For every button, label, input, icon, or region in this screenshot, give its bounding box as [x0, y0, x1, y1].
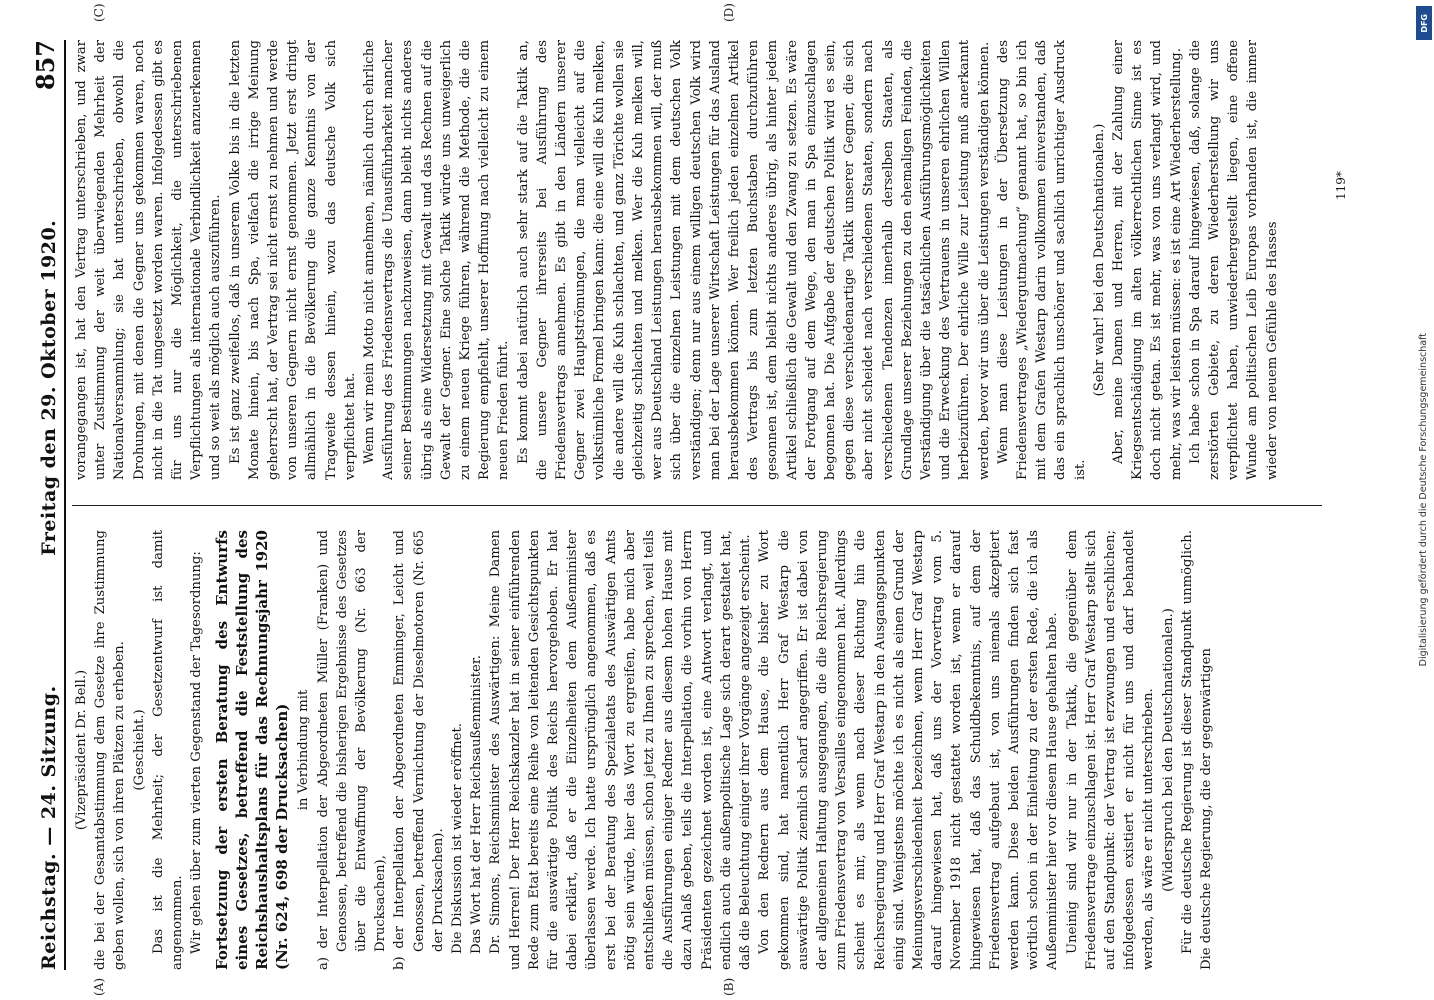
signature-mark: 119* [1334, 171, 1348, 200]
agenda-title: Fortsetzung der ersten Beratung des Entwurfs eines Gesetzes, betreffend die Feststellung des Reichshaushaltsplans für das Rechnungsjahr 1920 (Nr. 624, 698 der Drucksachen) [213, 530, 292, 970]
speech-paragraph: Wenn man diese Leistungen in der Übersetzung des Friedensvertrages „Wiedergutmachung“ genannt hat, so bin ich mit dem Grafen Westarp darin vollkommen einverstanden, daß das ein sprachlich unschöner und sachlich unrichtiger Ausdruck ist. [995, 40, 1088, 480]
head-date: Freitag den 29. Oktober 1920. [38, 219, 60, 556]
running-head [16, 40, 66, 970]
digitization-note [1416, 0, 1430, 1000]
speech-paragraph: Es kommt dabei natürlich auch sehr stark auf die Taktik an, die unsere Gegner ihrerseits bei Ausführung des Friedensvertrags annehmen. Es gibt in den Ländern unserer Gegner zwei Hauptströmungen, die man vielleicht auf die volkstümliche Formel bringen kann: die eine will die Kuh melken, die andere will die Kuh schlachten, und ganz Törichte wollen sie gleichzeitig schlachten und melken. Wer die Kuh melken will, wer aus Deutschland Leistungen herausbekommen will, der muß sich über die einzelnen Leistungen mit dem deutschen Volk verständigen; denn nur aus einem willigen deutschen Volk wird man bei der Lage unserer Wirtschaft Leistungen für das Ausland herausbekommen können. Wer freilich jeden einzelnen Artikel des Vertrags bis zum letzten Buchstaben durchzuführen gesonnen ist, dem bleibt nichts anderes übrig, als hinter jedem Artikel schließlich die Gewalt und den Zwang zu setzen. Es wäre der Fortgang auf dem Wege, den man in Spa einzuschlagen begonnen hat. Die Aufgabe der deutschen Politik wird es sein, gegen diese verschiedenartige Taktik unserer Gegner, die sich aber nicht scheidet nach verschiedenen Staaten, sondern nach verschiedenen Tendenzen innerhalb derselben Staaten, als Grundlage unserer Beziehungen zu den ehemaligen Feinden, die Verständigung über die tatsächlichen Ausführungsmöglichkeiten und die Erweckung des Vertrauens in unseren ehrlichen Willen herbeizuführen. Der ehrliche Wille zur Leistung muß anerkannt werden, bevor wir uns über die Leistungen verständigen können. [515, 40, 992, 480]
paragraph: Die Diskussion ist wieder eröffnet. [450, 723, 466, 954]
speech-paragraph: Von den Rednern aus dem Hause, die bisher zu Wort gekommen sind, hat namentlich Herr Graf Westarp die auswärtige Politik ziemlich scharf angegriffen. Er ist dabei von der allgemeinen Haltung ausgegangen, die die Reichsregierung zum Friedensvertrag von Versailles eingenommen hat. Allerdings scheint es mir, als wenn nach dieser Richtung hin die Reichsregierung und Herr Graf Westarp in den Ausgangspunkten einig sind. Wenigstens möchte ich es nicht als einen Grund der Meinungsverschiedenheit bezeichnen, wenn Herr Graf Westarp darauf hingewiesen hat, daß uns der Vorvertrag vom 5. November 1918 nicht gestattet worden ist, wenn er darauf hingewiesen hat, daß das Schuldbekenntnis, auf dem der Friedensvertrag aufgebaut ist, von uns niemals akzeptiert werden kann. Diese beiden Ausführungen finden sich fast wörtlich schon in der Einleitung zu der ersten Rede, die ich als Außenminister hier vor diesem Hause gehalten habe. [757, 530, 1061, 970]
margin-mark-a: (A) [92, 977, 106, 996]
speech-paragraph: Aber, meine Damen und Herren, mit der Zahlung einer Kriegsentschädigung im alten völkerrechtlichen Sinne ist es doch nicht getan. Es ist mehr, was von uns verlangt wird, und mehr, was wir leisten müssen: es ist eine Art Wiederherstellung. [1110, 40, 1184, 480]
stage-direction: (Geschieht.) [131, 709, 147, 791]
speech-paragraph: Für die deutsche Regierung ist dieser Standpunkt unmöglich. Die deutsche Regierung, die der gegenwärtigen [1179, 530, 1214, 970]
paragraph: Wir gehen über zum vierten Gegenstand der Tagesordnung: [189, 551, 205, 954]
speech-paragraph: Uneinig sind wir nur in der Taktik, die gegenüber dem Friedensvertrage einzuschlagen ist. Herr Graf Westarp stellt sich auf den Standpunkt: der Vertrag ist erzwungen und erschlichen; infolgedessen existiert er nicht für uns und darf behandelt werden, als wäre er nicht unterschrieben. [1064, 530, 1157, 970]
right-column [72, 40, 1332, 480]
agenda-item-b: b) der Interpellation der Abgeordneten Emminger, Leicht und Genossen, betreffend Vernichtung der Dieselmotoren (Nr. 665 der Drucksachen). [392, 530, 446, 970]
speech-paragraph: Dr. Simons, Reichsminister des Auswärtigen: Meine Damen und Herren! Der Herr Reichskanzler hat in seiner einführenden Rede zum Etat bereits eine Reihe von leitenden Gesichtspunkten für die auswärtige Politik des Reichs hervorgehoben. Er hat dabei erklärt, daß er die Einzelheiten dem Außenminister überlassen werde. Ich hatte ursprünglich angenommen, daß es erst bei der Beratung des Spezialetats des Auswärtigen Amts nötig sein würde, hier das Wort zu ergreifen, habe mich aber entschließen müssen, schon jetzt zu Ihnen zu sprechen, weil teils die Ausführungen einiger Redner aus diesem hohen Hause mit dazu Anlaß geben, teils die Interpellation, die vorhin von Herrn Präsidenten gezeichnet worden ist, eine Antwort verlangt, und endlich auch die außenpolitische Lage sich derart gestaltet hat, daß die Beleuchtung einiger ihrer Vorgänge angezeigt erscheint. [488, 530, 754, 970]
margin-mark-d: (D) [722, 3, 736, 22]
page-number: 857 [31, 40, 60, 91]
interjection: (Sehr wahr! bei den Deutschnationalen.) [1091, 123, 1107, 397]
margin-mark-b: (B) [722, 977, 736, 996]
digitization-note-text: Digitalisierung gefördert durch die Deutsche Forschungsgemeinschaft [1417, 333, 1429, 667]
speech-paragraph: Wenn wir mein Motto nicht annehmen, nämlich durch ehrliche Ausführung des Friedensvertrags die Unausführbarkeit mancher seiner Bestimmungen nachzuweisen, dann bleibt nichts anderes übrig als eine Widersetzung mit Gewalt und das Rechnen auf die Gewalt der Gegner. Eine solche Taktik würde uns unweigerlich zu einem neuen Kriege führen, während die Methode, die die Regierung empfiehlt, unserer Hoffnung nach vielleicht zu einem neuen Frieden führt. [362, 40, 512, 480]
margin-mark-c: (C) [92, 3, 106, 22]
agenda-connection: in Verbindung mit [296, 689, 312, 811]
agenda-item-a: a) der Interpellation der Abgeordneten Müller (Franken) und Genossen, betreffend die bisherigen Ergebnisse des Gesetzes über die Entwaffnung der Bevölkerung (Nr. 663 der Drucksachen), [315, 530, 389, 970]
paragraph: die bei der Gesamtabstimmung dem Gesetze ihre Zustimmung geben wollen, sich von ihren Plätzen zu erheben. [93, 530, 128, 970]
head-left: Reichstag. — 24. Sitzung. [38, 685, 60, 970]
column-divider [72, 505, 1322, 506]
paragraph: Das Wort hat der Herr Reichsaußenminister. [469, 655, 485, 954]
paragraph: Das ist die Mehrheit; der Gesetzentwurf ist damit angenommen. [150, 530, 186, 970]
speaker-note: (Vizepräsident Dr. Bell.) [74, 669, 89, 831]
speech-paragraph: vorangegangen ist, hat den Vertrag unterschrieben, und zwar unter Zustimmung der weit überwiegenden Mehrheit der Nationalversammlung; sie hat unterschrieben, obwohl die Drohungen, mit denen die Gegner uns gekommen waren, noch nicht in die Tat umgesetzt worden waren. Infolgedessen gibt es für uns nur die Möglichkeit, die unterschriebenen Verpflichtungen als internationale Verbindlichkeit anzuerkennen und so weit als möglich auch auszuführen. [74, 40, 224, 480]
dfg-logo-text: DFG [1419, 13, 1429, 33]
interjection: (Widerspruch bei den Deutschnationalen.) [1160, 608, 1176, 892]
speech-paragraph: Es ist ganz zweifellos, daß in unserem Volke bis in die letzten Monate hinein, bis nach Spa, vielfach die irrige Meinung geherrscht hat, der Vertrag sei nicht ernst zu nehmen und werde von unseren Gegnern nicht ernst genommen. Jetzt erst dringt allmählich in die Bevölkerung die ganze Kenntnis von der Tragweite dessen hinein, wozu das deutsche Volk sich verpflichtet hat. [227, 40, 358, 480]
speech-paragraph: Ich habe schon in Spa darauf hingewiesen, daß, solange die zerstörten Gebiete, zu deren Wiederherstellung wir uns verpflichtet haben, unwiederhergestellt liegen, eine offene Wunde am politischen Leib Europas vorhanden ist, die immer wieder von neuem Gefühle des Hasses [1187, 40, 1280, 480]
left-column [72, 530, 1332, 970]
